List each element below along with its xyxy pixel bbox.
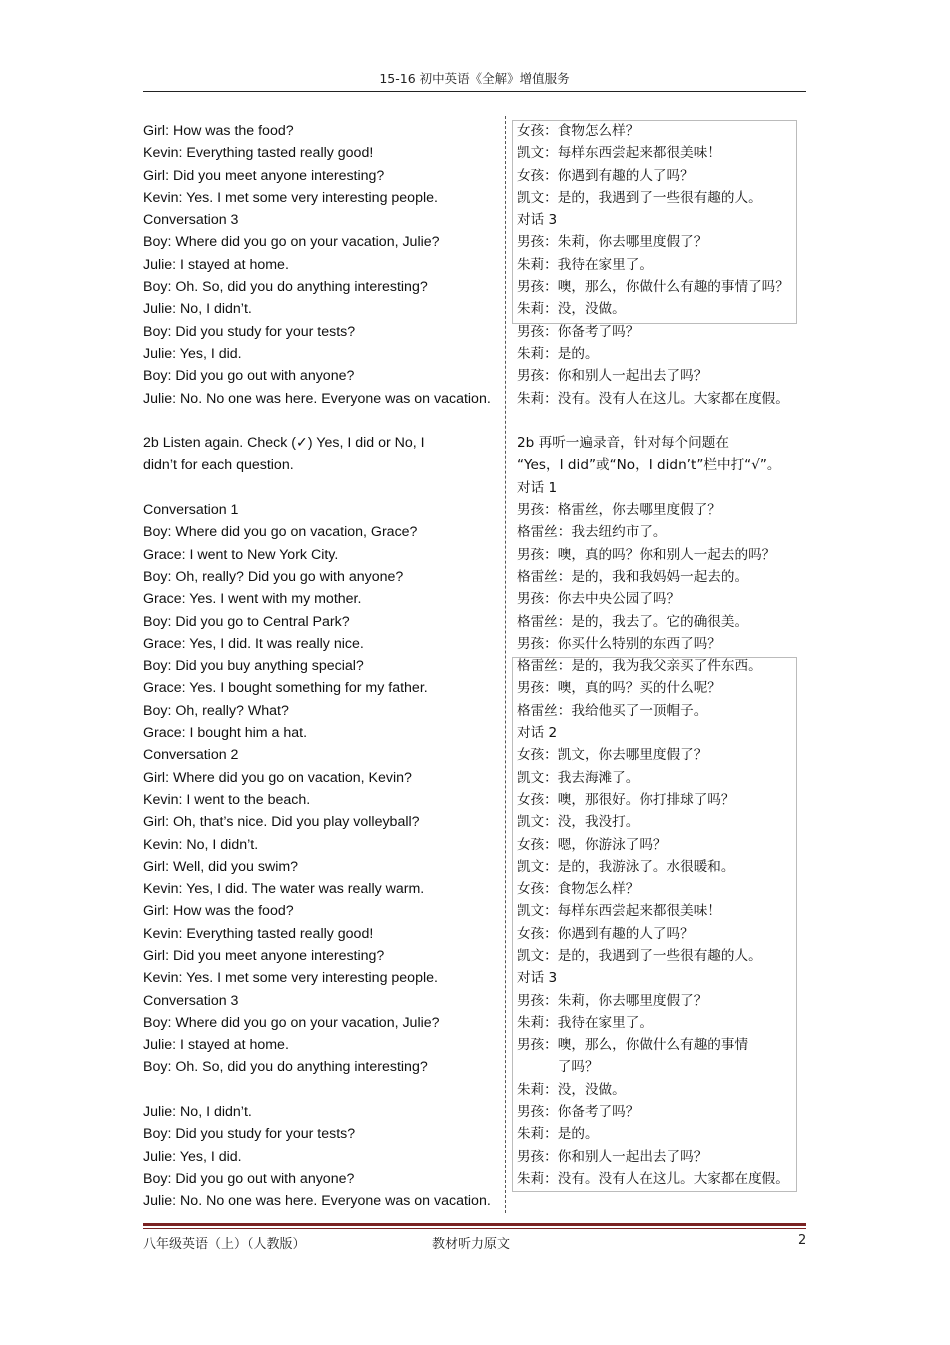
column-divider [505,116,506,1213]
translation-line: 格雷丝：我给他买了一顶帽子。 [517,702,708,719]
translation-line: 女孩：你遇到有趣的人了吗？ [517,925,694,942]
transcript-line: Boy: Did you study for your tests? [143,323,356,340]
translation-line: 男孩：噢，真的吗？买的什么呢？ [517,680,721,697]
transcript-line: Grace: Yes, I did. It was really nice. [143,635,364,652]
footer-book-title: 八年级英语（上）（人教版） [143,1237,306,1252]
translation-line: 凯文：每样东西尝起来都很美味！ [517,903,721,920]
transcript-line: Girl: Did you meet anyone interesting? [143,167,385,184]
translation-line: 2b 再听一遍录音，针对每个问题在 [517,435,729,452]
translation-line: 男孩：你去中央公园了吗？ [517,591,681,608]
transcript-line: Julie: No, I didn’t. [143,1104,252,1121]
translation-line: 对话 3 [517,212,558,229]
translation-line: 男孩：朱莉，你去哪里度假了？ [517,234,708,251]
transcript-line: Girl: Where did you go on vacation, Kevin? [143,769,412,786]
blank-line [517,410,807,432]
blank-line [143,410,505,432]
translation-line: 男孩：噢，真的吗？你和别人一起去的吗？ [517,546,776,563]
transcript-line: Julie: I stayed at home. [143,1037,289,1054]
transcript-line: Girl: How was the food? [143,123,294,139]
transcript-line: Boy: Oh, really? Did you go with anyone? [143,568,404,585]
transcript-line: Boy: Did you go to Central Park? [143,613,350,630]
header-rule [143,91,806,92]
transcript-line: Conversation 3 [143,212,239,229]
translation-line: 男孩：噢，那么，你做什么有趣的事情 [517,1037,749,1054]
transcript-line: Julie: No, I didn’t. [143,301,252,318]
translation-line: 男孩：你备考了吗？ [517,323,640,340]
transcript-line: Julie: Yes, I did. [143,345,242,362]
translation-line: 凯文：是的，我游泳了。水很暖和。 [517,858,735,875]
transcript-line: Grace: I bought him a hat. [143,725,308,742]
transcript-line: Julie: I stayed at home. [143,256,289,273]
transcript-line: Julie: No. No one was here. Everyone was on vacation. [143,1193,491,1210]
transcript-line: Grace: Yes. I bought something for my father. [143,680,428,697]
translation-line: 男孩：你备考了吗？ [517,1104,640,1121]
transcript-line: Kevin: Everything tasted really good! [143,145,374,162]
translation-line: 朱莉：没，没做。 [517,301,626,318]
footer-section-name: 教材听力原文 [432,1237,511,1252]
blank-line [143,477,505,499]
transcript-line: Boy: Where did you go on your vacation, Julie? [143,234,440,251]
translation-line: 凯文：是的，我遇到了一些很有趣的人。 [517,189,762,206]
translation-line: 女孩：你遇到有趣的人了吗？ [517,167,694,184]
transcript-line: Boy: Where did you go on your vacation, Julie? [143,1014,440,1031]
transcript-line: Conversation 2 [143,747,239,764]
transcript-line: Boy: Did you buy anything special? [143,658,364,675]
transcript-line: Conversation 1 [143,502,239,519]
chinese-translation-column [517,120,807,1190]
translation-line: 对话 3 [517,970,558,987]
transcript-line: Kevin: No, I didn’t. [143,836,259,853]
english-transcript-column [143,120,505,1213]
translation-line: 男孩：噢，那么，你做什么有趣的事情了吗？ [517,279,789,296]
transcript-line: Julie: Yes, I did. [143,1148,242,1165]
footer-rule-thin [143,1228,806,1229]
transcript-line: Julie: No. No one was here. Everyone was on vacation. [143,390,491,407]
translation-line: 朱莉：是的。 [517,345,599,362]
transcript-line: Kevin: I went to the beach. [143,791,311,808]
transcript-line: Girl: How was the food? [143,903,294,920]
translation-line: 凯文：是的，我遇到了一些很有趣的人。 [517,947,762,964]
transcript-line: Kevin: Everything tasted really good! [143,925,374,942]
translation-line: 格雷丝：是的，我去了。它的确很美。 [517,613,749,630]
translation-line: 女孩：凯文，你去哪里度假了？ [517,747,708,764]
transcript-line: Boy: Where did you go on vacation, Grace? [143,524,418,541]
translation-line: 凯文：我去海滩了。 [517,769,640,786]
transcript-line: Grace: Yes. I went with my mother. [143,591,362,608]
footer-rule-thick [143,1223,806,1226]
translation-line: 朱莉：没有。没有人在这儿。大家都在度假。 [517,390,789,407]
transcript-line: Kevin: Yes. I met some very interesting people. [143,189,438,206]
translation-line: 朱莉：我待在家里了。 [517,256,653,273]
blank-line [143,1079,505,1101]
translation-line: 男孩：格雷丝，你去哪里度假了？ [517,502,721,519]
translation-line: 对话 2 [517,725,558,742]
transcript-line: Conversation 3 [143,992,239,1009]
transcript-line: Boy: Did you go out with anyone? [143,1170,355,1187]
translation-line: 女孩：噢，那很好。你打排球了吗？ [517,791,735,808]
translation-line: 朱莉：没，没做。 [517,1081,626,1098]
transcript-line: Boy: Did you study for your tests? [143,1126,356,1143]
transcript-line: Girl: Did you meet anyone interesting? [143,947,385,964]
transcript-line: Kevin: Yes. I met some very interesting people. [143,970,438,987]
translation-line: 男孩：你和别人一起出去了吗？ [517,368,708,385]
footer-page-number: 2 [798,1233,807,1248]
translation-line: 男孩：你和别人一起出去了吗？ [517,1148,708,1165]
translation-line: 格雷丝：我去纽约市了。 [517,524,667,541]
transcript-line: 2b Listen again. Check (✓) Yes, I did or No, I [143,435,425,452]
transcript-line: Kevin: Yes, I did. The water was really warm. [143,881,425,898]
transcript-line: Boy: Oh, really? What? [143,702,289,719]
transcript-line: Girl: Oh, that’s nice. Did you play volleyball? [143,814,420,831]
translation-line: 了吗？ [517,1059,599,1076]
translation-line: 格雷丝：是的，我为我父亲买了件东西。 [517,658,762,675]
translation-line: 女孩：食物怎么样？ [517,123,640,139]
translation-line: 男孩：你买什么特别的东西了吗？ [517,635,721,652]
transcript-line: didn’t for each question. [143,457,294,474]
translation-line: “Yes，I did”或“No，I didn’t”栏中打“√”。 [517,457,781,474]
translation-line: 朱莉：我待在家里了。 [517,1014,653,1031]
transcript-line: Grace: I went to New York City. [143,546,339,563]
translation-line: 朱莉：是的。 [517,1126,599,1143]
translation-line: 凯文：每样东西尝起来都很美味！ [517,145,721,162]
translation-line: 女孩：食物怎么样？ [517,881,640,898]
translation-line: 对话 1 [517,479,558,496]
transcript-line: Boy: Oh. So, did you do anything interesting? [143,279,428,296]
transcript-line: Boy: Did you go out with anyone? [143,368,355,385]
translation-line: 朱莉：没有。没有人在这儿。大家都在度假。 [517,1170,789,1187]
transcript-line: Boy: Oh. So, did you do anything interesting? [143,1059,428,1076]
transcript-line: Girl: Well, did you swim? [143,858,299,875]
translation-line: 女孩：嗯，你游泳了吗？ [517,836,667,853]
page-header-title: 15-16 初中英语《全解》增值服务 [379,71,570,86]
translation-line: 格雷丝：是的，我和我妈妈一起去的。 [517,568,749,585]
translation-line: 凯文：没，我没打。 [517,814,640,831]
translation-line: 男孩：朱莉，你去哪里度假了？ [517,992,708,1009]
